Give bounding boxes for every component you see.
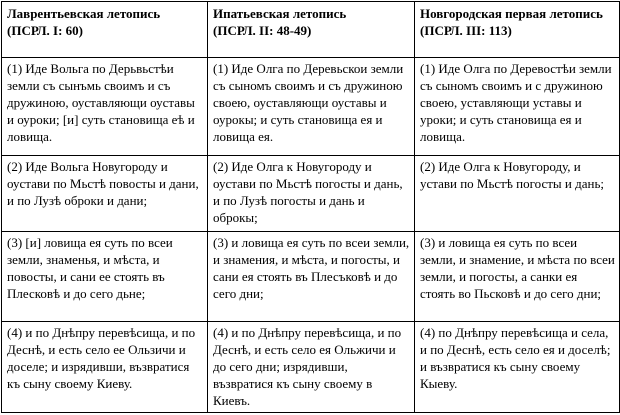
cell-text: (1) Иде Олга по Деревостѣи земли съ сыномъ своимъ и с дружиною своею, уставляющи уставы и уроки; и суть становища ея и ловища. — [420, 61, 612, 144]
cell-text: (4) и по Днѣпру перевѣсища, и по Деснѣ, и есть село ея Ольжичи и до сего дни; изрядивши, възвратися къ сыну своему в Киевъ. — [213, 325, 402, 408]
cell-text: (2) Иде Вольга Новугороду и оустави по Мьстѣ повосты и дани, и по Лузѣ оброки и дани; — [7, 159, 199, 208]
header-novgorod-first — [415, 2, 620, 58]
table-cell — [2, 232, 208, 322]
table-row — [2, 58, 620, 156]
header-hypatian — [208, 2, 415, 58]
cell-text: (4) по Днѣпру перевѣсища и села, и по Деснѣ, есть село ея и доселѣ; и възвратися къ сыну своему Кыеву. — [420, 325, 611, 391]
table-cell — [415, 58, 620, 156]
header-laurentian — [2, 2, 208, 58]
table-cell — [2, 322, 208, 413]
cell-text: (4) и по Днѣпру перевѣсища, и по Деснѣ, и есть село ее Ользичи и доселе; и изрядивши, възвратися къ сыну своему Киеву. — [7, 325, 196, 391]
table-row — [2, 322, 620, 413]
cell-text: (3) и ловища ея суть по всеи земли, и знамения, и мѣста, и погосты, и сани ея стоять въ Плесъковѣ и до сего дни; — [213, 235, 410, 301]
table-cell — [208, 156, 415, 232]
chronicle-table — [1, 1, 620, 413]
cell-text: (1) Иде Вольга по Дерьвьстѣи земли съ сынъмь своимъ и съ дружиною, оуставляющи оуставы и оуроки; [и] суть становища еѣ и ловища. — [7, 61, 195, 144]
table-cell — [2, 156, 208, 232]
cell-text: (3) [и] ловища ея суть по всеи земли, знаменья, и мѣста, и повосты, и сани ее стоять въ Плесковѣ и до сего дьне; — [7, 235, 173, 301]
table-row — [2, 232, 620, 322]
table-cell — [2, 58, 208, 156]
table-cell — [415, 156, 620, 232]
table-row — [2, 156, 620, 232]
header-title: Ипатьевская летопись — [213, 6, 347, 21]
cell-text: (2) Иде Олга к Новугороду и оустави по Мьстѣ погосты и дань, и по Лузѣ погосты и дань и оброкы; — [213, 159, 403, 225]
header-title: Новгородская первая летопись (ПСРЛ. III: 113) — [420, 6, 603, 38]
cell-text: (2) Иде Олга к Новугороду, и устави по Мьстѣ погосты и дань; — [420, 159, 604, 191]
table-cell — [208, 232, 415, 322]
table-cell — [415, 322, 620, 413]
header-title: Лаврентьевская летопись — [7, 6, 161, 21]
cell-text: (3) и ловища ея суть по всеи земли, и знамение, и мѣста по всеи земли, и погосты, а санки ея стоять во Пьсковѣ и до сего дни; — [420, 235, 615, 301]
table-cell — [415, 232, 620, 322]
header-reference: (ПСРЛ. II: 48-49) — [213, 23, 312, 38]
table-cell — [208, 322, 415, 413]
table-cell — [208, 58, 415, 156]
header-reference: (ПСРЛ. I: 60) — [7, 23, 83, 38]
header-row — [2, 2, 620, 58]
cell-text: (1) Иде Олга по Деревьскои земли съ сыномъ своимъ и съ дружиною своею, оуставляющи оуставы и оурокы; и суть становища ея и ловища ея. — [213, 61, 404, 144]
